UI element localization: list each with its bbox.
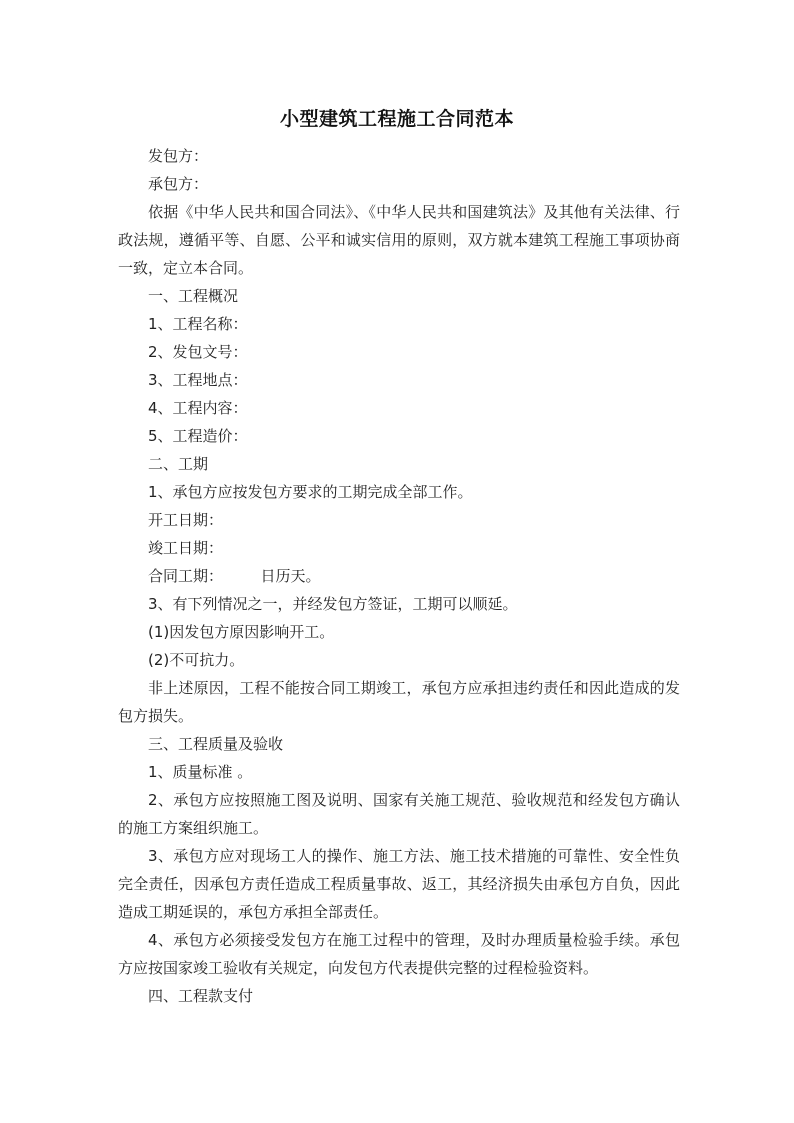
quality-clause-4: 4、承包方必须接受发包方在施工过程中的管理，及时办理质量检验手续。承包方应按国家竣工验收有关规定，向发包方代表提供完整的过程检验资料。 — [118, 931, 680, 977]
contract-number-line: 2、发包文号： — [148, 343, 248, 361]
project-name-line: 1、工程名称： — [148, 315, 248, 333]
start-date-line: 开工日期： — [148, 511, 224, 529]
project-content-line: 4、工程内容： — [148, 399, 248, 417]
document-title: 小型建筑工程施工合同范本 — [279, 108, 514, 130]
section-heading-schedule: 二、工期 — [148, 455, 209, 473]
schedule-clause-1: 1、承包方应按发包方要求的工期完成全部工作。 — [148, 483, 473, 501]
extension-reason-1: (1)因发包方原因影响开工。 — [148, 623, 335, 641]
quality-clause-3: 3、承包方应对现场工人的操作、施工方法、施工技术措施的可靠性、安全性负完全责任，因承包方责任造成工程质量事故、返工，其经济损失由承包方自负，因此造成工期延误的，承包方承担全部责任。 — [118, 847, 680, 921]
section-heading-quality: 三、工程质量及验收 — [148, 735, 284, 753]
contract-duration-line: 合同工期： 日历天。 — [148, 567, 321, 585]
quality-clause-2: 2、承包方应按照施工图及说明、国家有关施工规范、验收规范和经发包方确认的施工方案组织施工。 — [118, 791, 680, 837]
schedule-clause-3: 3、有下列情况之一，并经发包方签证，工期可以顺延。 — [148, 595, 518, 613]
extension-reason-2: (2)不可抗力。 — [148, 651, 245, 669]
delay-liability-paragraph: 非上述原因，工程不能按合同工期竣工，承包方应承担违约责任和因此造成的发包方损失。 — [118, 679, 680, 725]
section-heading-overview: 一、工程概况 — [148, 287, 239, 305]
preamble-paragraph: 依据《中华人民共和国合同法》、《中华人民共和国建筑法》及其他有关法律、行政法规，遵循平等、自愿、公平和诚实信用的原则，双方就本建筑工程施工事项协商一致，定立本合同。 — [118, 203, 680, 277]
document-body — [118, 142, 680, 1010]
project-cost-line: 5、工程造价： — [148, 427, 248, 445]
section-heading-payment: 四、工程款支付 — [148, 987, 254, 1005]
quality-clause-1: 1、质量标准 。 — [148, 763, 253, 781]
project-location-line: 3、工程地点： — [148, 371, 248, 389]
party-b-line: 承包方： — [148, 175, 209, 193]
party-a-line: 发包方： — [148, 147, 209, 165]
completion-date-line: 竣工日期： — [148, 539, 224, 557]
